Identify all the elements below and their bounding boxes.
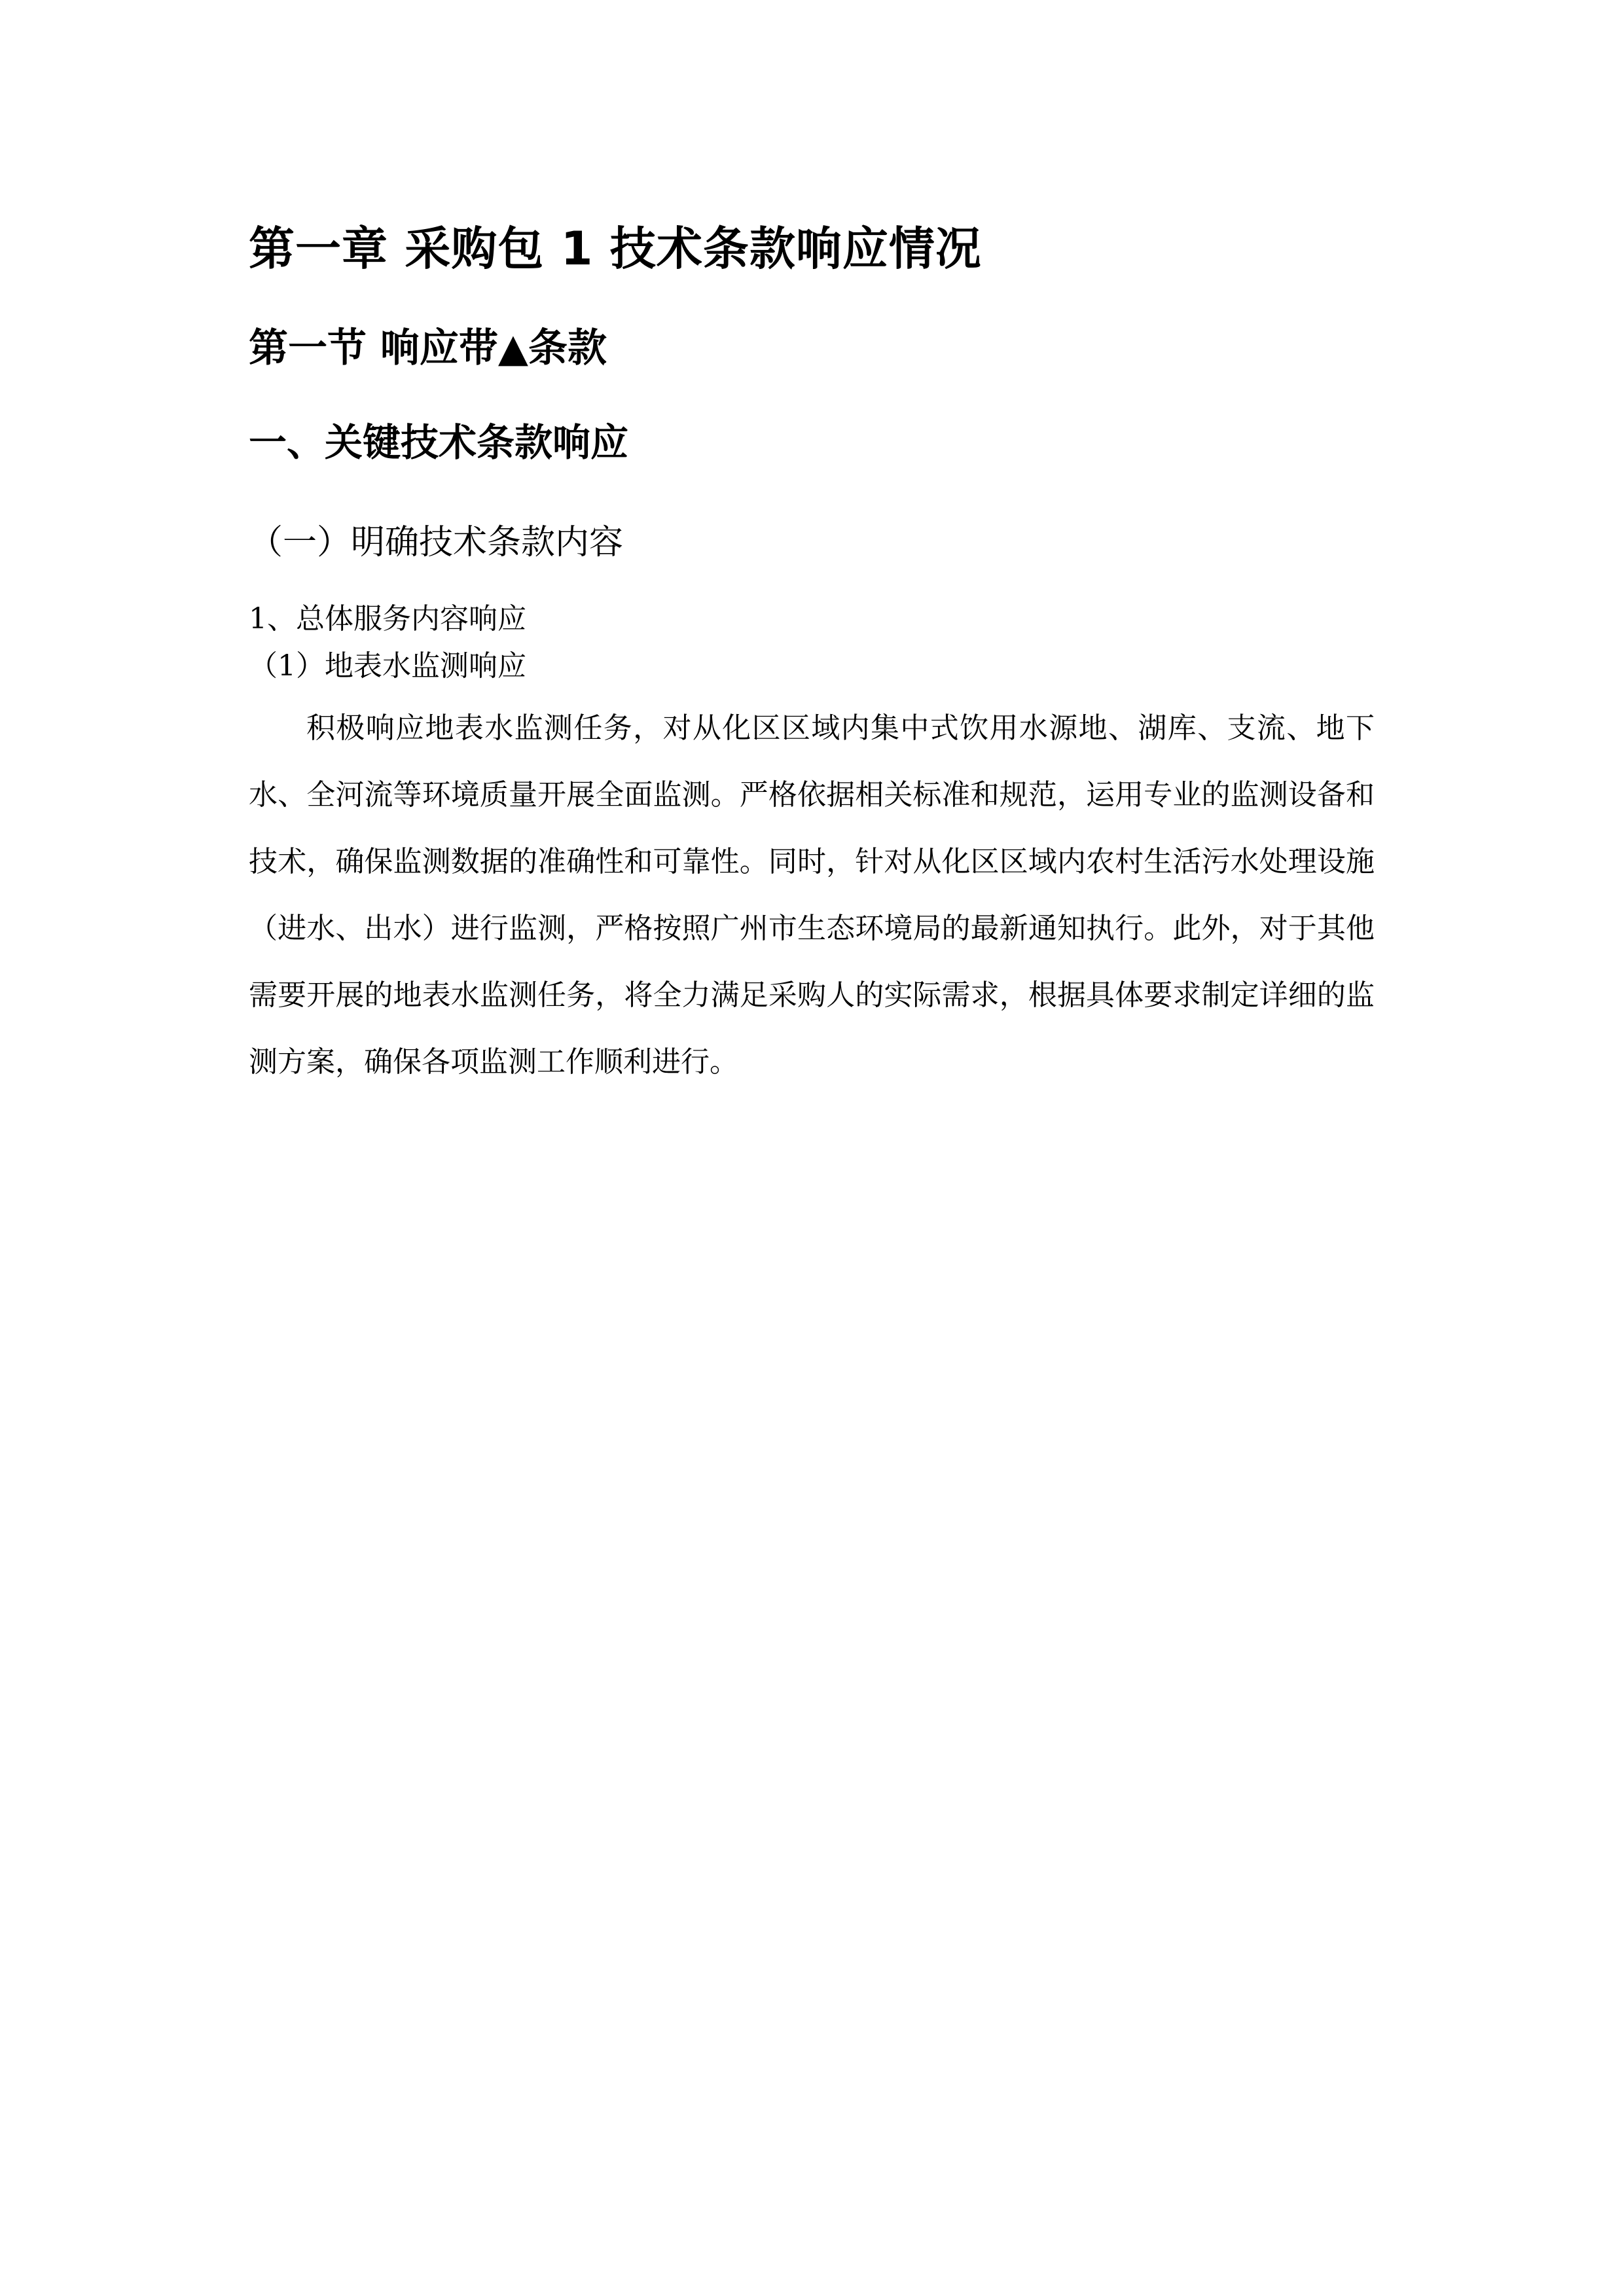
subpoint-title: （1）地表水监测响应 xyxy=(249,649,526,683)
chapter-title: 第一章 采购包 1 技术条款响应情况 xyxy=(249,222,982,276)
subsection-title: 一、关键技术条款响应 xyxy=(249,420,629,465)
point-title: 1、总体服务内容响应 xyxy=(249,602,526,636)
body-paragraph: 积极响应地表水监测任务，对从化区区域内集中式饮用水源地、湖库、支流、地下水、全河流等环境质量开展全面监测。严格依据相关标准和规范，运用专业的监测设备和技术，确保监测数据的准确性和可靠性。同时，针对从化区区域内农村生活污水处理设施（进水、出水）进行监测，严格按照广州市生态环境局的最新通知执行。此外，对于其他需要开展的地表水监测任务，将全力满足采购人的实际需求，根据具体要求制定详细的监测方案，确保各项监测工作顺利进行。 xyxy=(249,711,1375,1079)
document-content xyxy=(249,209,1375,1096)
section-title: 第一节 响应带▲条款 xyxy=(249,325,607,371)
item-title: （一）明确技术条款内容 xyxy=(249,523,624,562)
